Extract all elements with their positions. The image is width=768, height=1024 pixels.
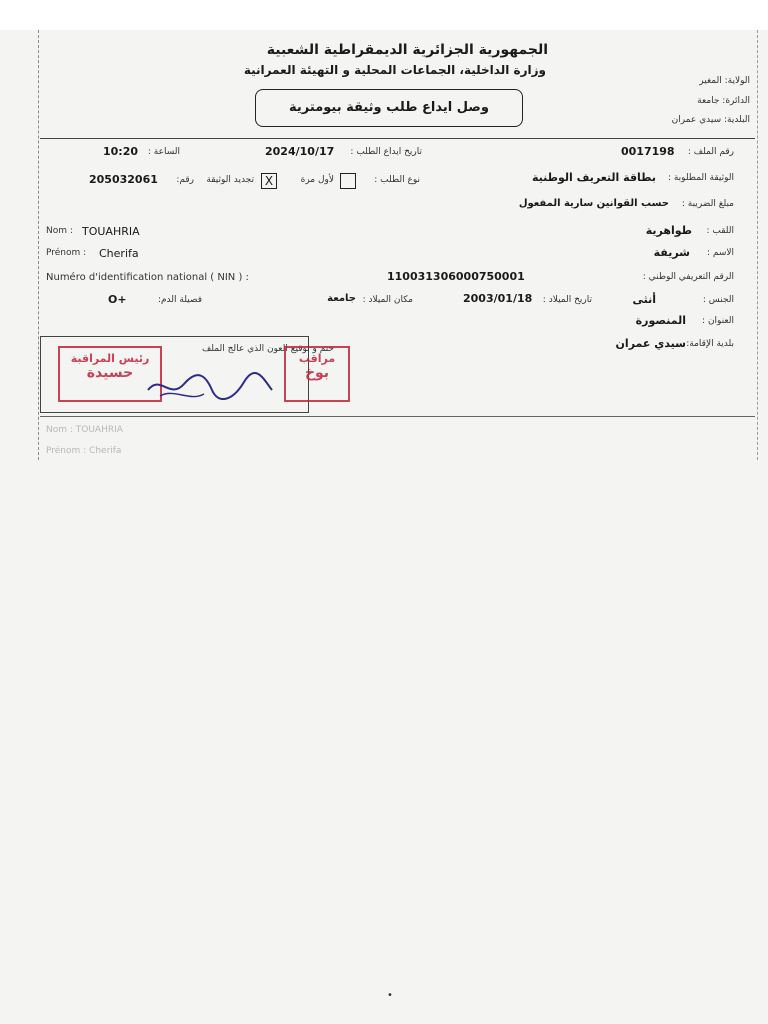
deposit-date-label: تاريخ ايداع الطلب : — [350, 147, 422, 157]
stamp-right-line2: بوخ — [304, 365, 330, 381]
stamp-left-line2: حسيدة — [86, 365, 134, 381]
lastname-ar-label: اللقب : — [706, 226, 734, 236]
file-number: 0017198 — [621, 145, 675, 158]
birthplace-value: جامعة — [327, 293, 356, 304]
footer-mark: • — [387, 990, 393, 1001]
stamp-right-line1: مراقب — [298, 352, 336, 365]
sex-value: أنثى — [632, 293, 656, 306]
residence-value: سيدي عمران — [615, 337, 686, 350]
prenom-value: Cherifa — [99, 247, 139, 260]
stamp-caption: ختم و توقيع العون الذي عالج الملف — [201, 344, 334, 354]
nom-value: TOUAHRIA — [82, 225, 140, 238]
nom-label: Nom : — [46, 226, 73, 236]
first-time-label: لأول مرة — [300, 175, 334, 185]
time-value: 10:20 — [103, 145, 139, 158]
deposit-date: 2024/10/17 — [265, 145, 335, 158]
nin-value: 110031306000750001 — [387, 270, 525, 283]
daira-label: الدائرة: جامعة — [697, 96, 750, 106]
ministry-heading: وزارة الداخلية، الجماعات المحلية و التهيئة العمرانية — [243, 63, 546, 77]
birthdate-value: 2003/01/18 — [463, 292, 533, 305]
renewal-checkbox: X — [261, 173, 277, 189]
first-time-checkbox — [340, 173, 356, 189]
nin-ar-label: الرقم التعريفي الوطني : — [642, 272, 734, 282]
birthdate-label: تاريخ الميلاد : — [542, 295, 592, 305]
document-label: الوثيقة المطلوبة : — [667, 173, 734, 183]
blood-value: O+ — [108, 293, 127, 306]
request-type-label: نوع الطلب : — [374, 175, 420, 185]
stamp-left-line1: رئيس المراقبة — [70, 352, 150, 365]
blood-label: فصيلة الدم: — [157, 295, 202, 305]
fee-label: مبلغ الضريبة : — [681, 199, 734, 209]
ghost-prenom: Prénom : Cherifa — [46, 446, 122, 456]
lastname-ar: طواهرية — [645, 224, 692, 237]
address-value: المنصورة — [635, 314, 686, 327]
firstname-ar-label: الاسم : — [706, 248, 734, 258]
file-number-label: رقم الملف : — [687, 147, 734, 157]
document-value: بطاقة التعريف الوطنية — [532, 171, 656, 184]
wilaya-label: الولاية: المغير — [699, 76, 750, 86]
red-stamp-right — [284, 346, 350, 402]
ghost-nom: Nom : TOUAHRIA — [46, 425, 123, 435]
firstname-ar: شريفة — [653, 246, 690, 259]
prenom-label: Prénom : — [46, 248, 87, 258]
baladia-label: البلدية: سيدي عمران — [671, 115, 750, 125]
residence-label: بلدية الإقامة: — [686, 339, 734, 349]
doc-number-label: رقم: — [176, 175, 194, 185]
time-label: الساعة : — [147, 147, 180, 157]
republic-heading: الجمهورية الجزائرية الديمقراطية الشعبية — [266, 42, 548, 58]
birthplace-label: مكان الميلاد : — [362, 295, 413, 305]
doc-number: 205032061 — [89, 173, 158, 186]
document-title: وصل ايداع طلب وثيقة بيومترية — [255, 89, 523, 127]
renewal-label: تجديد الوثيقة — [206, 175, 254, 185]
sex-label: الجنس : — [702, 295, 734, 305]
address-label: العنوان : — [702, 316, 734, 326]
nin-fr-label: Numéro d'identification national ( NIN ) : — [46, 272, 249, 283]
signature-icon — [140, 360, 280, 410]
top-band — [0, 0, 768, 30]
fee-value: حسب القوانين سارية المفعول — [518, 198, 669, 209]
